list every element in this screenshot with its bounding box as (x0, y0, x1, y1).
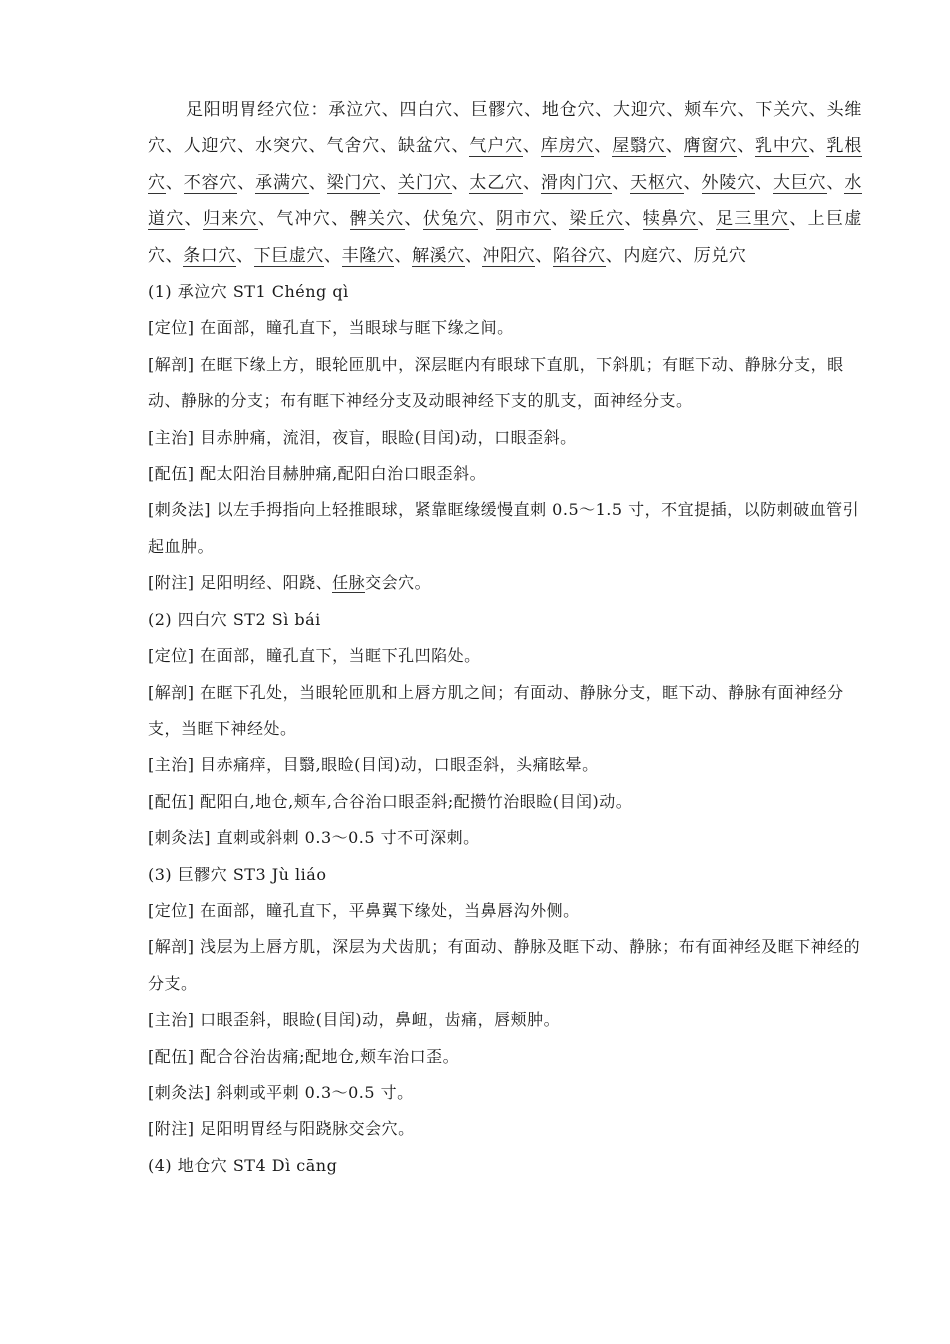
acupoint-link: 条口穴 (183, 245, 237, 266)
entry-text: 浅层为上唇方肌，深层为犬齿肌；有面动、静脉及眶下动、静脉；布有面神经及眶下神经的分支。 (148, 937, 861, 993)
intro-text: 、 (612, 172, 631, 193)
entry-text: 目赤痛痒，目翳,眼睑(目闰)动，口眼歪斜，头痛眩晕。 (194, 755, 599, 775)
acupoint-link: 膺窗穴 (683, 136, 738, 157)
intro-text: 、 (755, 172, 773, 193)
intro-text: 、 (324, 245, 342, 266)
entry-line (148, 747, 862, 783)
acupoint-link: 冲阳穴 (482, 245, 536, 266)
acupoint-link: 气户穴 (469, 136, 523, 157)
acupoint-link: 犊鼻穴 (642, 209, 698, 230)
acupoint-heading (148, 602, 862, 638)
acupoint-link: 屋翳穴 (612, 136, 666, 157)
entry-line (148, 565, 862, 601)
entry-line (148, 492, 862, 565)
acupoint-link: 解溪穴 (412, 245, 465, 266)
entry-text: (4) 地仓穴 ST4 Dì cāng (148, 1155, 338, 1175)
acupoint-heading (148, 857, 862, 893)
entry-label: [配伍] (148, 791, 195, 811)
acupoint-entries (148, 274, 862, 1184)
intro-text: 、 (522, 136, 541, 157)
entry-label: [主治] (148, 1010, 195, 1030)
entry-text: 足阳明胃经与阳跷脉交会穴。 (194, 1119, 415, 1139)
acupoint-heading (148, 274, 862, 310)
acupoint-link: 伏兔穴 (422, 209, 478, 230)
entry-label: [附注] (148, 573, 195, 593)
intro-text: 、 (826, 172, 845, 193)
entry-line (148, 1039, 862, 1075)
intro-text: 、 (404, 209, 423, 230)
entry-text: 配阳白,地仓,颊车,合谷治口眼歪斜;配攒竹治眼睑(目闰)动。 (194, 791, 633, 811)
intro-text: 、 (184, 209, 203, 230)
entry-text: 目赤肿痛，流泪，夜盲，眼睑(目闰)动，口眼歪斜。 (194, 427, 577, 447)
document-page (148, 92, 862, 1184)
entry-line (148, 1111, 862, 1147)
intro-text: 、 (380, 172, 398, 193)
acupoint-link: 陷谷穴 (552, 245, 606, 266)
intro-text: 、 (451, 172, 470, 193)
entry-label: [定位] (148, 646, 195, 666)
acupoint-link: 天枢穴 (630, 172, 684, 193)
acupoint-link: 髀关穴 (349, 209, 405, 230)
acupoint-link: 不容穴 (183, 172, 238, 193)
entry-line (148, 456, 862, 492)
intro-text: 足阳明胃经穴位：承泣穴、四白穴、巨髎穴、地仓穴、大迎穴、颊车穴、下关穴、头维穴、人迎穴、水突穴、气舍穴、缺盆穴、 (148, 100, 862, 157)
entry-label: [主治] (148, 755, 195, 775)
acupoint-heading (148, 1148, 862, 1184)
entry-label: [刺灸法] (148, 500, 211, 520)
entry-line (148, 1075, 862, 1111)
acupoint-link: 足三里穴 (716, 209, 790, 230)
entry-label: [刺灸法] (148, 828, 211, 848)
acupoint-link: 乳中穴 (755, 136, 809, 157)
underlined-term: 任脉 (332, 573, 366, 593)
intro-paragraph (148, 92, 862, 274)
entry-line (148, 929, 862, 1002)
entry-text-tail: 交会穴。 (365, 573, 432, 593)
intro-text: 、 (477, 209, 497, 230)
intro-text: 、上巨虚穴、 (148, 209, 862, 266)
intro-text: 、 (464, 245, 483, 266)
entry-label: [解剖] (148, 682, 195, 702)
acupoint-link: 外陵穴 (701, 172, 756, 193)
entry-text: 在眶下缘上方，眼轮匝肌中，深层眶内有眼球下直肌，下斜肌；有眶下动、静脉分支，眼动、静脉的分支；布有眶下神经分支及动眼神经下支的肌支，面神经分支。 (148, 354, 844, 411)
acupoint-link: 库房穴 (540, 136, 595, 157)
entry-text: 配太阳治目赫肿痛,配阳白治口眼歪斜。 (194, 464, 487, 484)
intro-text: 、 (236, 245, 254, 266)
entry-text: (2) 四白穴 ST2 Sì bái (148, 609, 321, 629)
entry-text: 斜刺或平刺 0.3～0.5 寸。 (211, 1082, 414, 1102)
intro-text: 、 (237, 172, 256, 193)
entry-text: 以左手拇指向上轻推眼球，紧靠眶缘缓慢直刺 0.5～1.5 寸，不宜提插，以防刺破血管引起血肿。 (148, 500, 860, 556)
acupoint-link: 梁丘穴 (569, 209, 625, 230)
entry-text: 足阳明经、阳跷、 (194, 573, 333, 593)
acupoint-link: 丰隆穴 (341, 245, 395, 266)
acupoint-link: 关门穴 (397, 172, 452, 193)
intro-text: 、 (808, 136, 827, 157)
intro-text: 、 (697, 209, 717, 230)
intro-text: 、气冲穴、 (257, 209, 350, 230)
entry-line (148, 1002, 862, 1038)
acupoint-link: 水道穴 (148, 172, 862, 230)
entry-label: [定位] (148, 318, 195, 338)
acupoint-link: 阴市穴 (496, 209, 552, 230)
entry-line (148, 638, 862, 674)
entry-label: [配伍] (148, 1046, 195, 1066)
intro-text: 、 (594, 136, 613, 157)
intro-text: 、 (551, 209, 570, 230)
entry-text: 在面部，瞳孔直下，平鼻翼下缘处，当鼻唇沟外侧。 (194, 900, 580, 920)
entry-text: (3) 巨髎穴 ST3 Jù liáo (148, 864, 327, 884)
intro-text: 、 (308, 172, 327, 193)
entry-label: [解剖] (148, 354, 195, 374)
entry-label: [刺灸法] (148, 1082, 211, 1102)
entry-text: 直刺或斜刺 0.3～0.5 寸不可深刺。 (211, 828, 480, 848)
acupoint-link: 归来穴 (202, 209, 258, 230)
intro-text: 、 (535, 245, 553, 266)
entry-text: (1) 承泣穴 ST1 Chéng qì (148, 282, 349, 302)
acupoint-link: 下巨虚穴 (253, 245, 325, 266)
entry-label: [定位] (148, 900, 195, 920)
intro-text: 、 (624, 209, 643, 230)
intro-text: 、 (165, 172, 184, 193)
intro-text: 、 (683, 172, 702, 193)
intro-text: 、内庭穴、厉兑穴 (605, 245, 747, 266)
acupoint-link: 乳根穴 (148, 136, 862, 193)
entry-line (148, 675, 862, 748)
entry-line (148, 310, 862, 346)
intro-text: 、 (737, 136, 756, 157)
acupoint-link: 大巨穴 (772, 172, 827, 193)
acupoint-link: 梁门穴 (326, 172, 381, 193)
intro-text: 、 (665, 136, 684, 157)
entry-line (148, 820, 862, 856)
entry-line (148, 784, 862, 820)
entry-text: 在面部，瞳孔直下，当眼球与眶下缘之间。 (194, 318, 514, 338)
acupoint-link: 太乙穴 (469, 172, 523, 193)
entry-text: 配合谷治齿痛;配地仓,颊车治口歪。 (194, 1046, 460, 1066)
acupoint-link: 承满穴 (255, 172, 309, 193)
intro-text: 、 (522, 172, 541, 193)
entry-line (148, 893, 862, 929)
entry-text: 口眼歪斜，眼睑(目闰)动，鼻衄，齿痛，唇颊肿。 (194, 1010, 561, 1030)
intro-text: 、 (394, 245, 413, 266)
entry-label: [主治] (148, 427, 195, 447)
entry-text: 在眶下孔处，当眼轮匝肌和上唇方肌之间；有面动、静脉分支，眶下动、静脉有面神经分支，当眶下神经处。 (148, 682, 844, 738)
entry-text: 在面部，瞳孔直下，当眶下孔凹陷处。 (194, 646, 481, 666)
entry-line (148, 347, 862, 420)
acupoint-link: 滑肉门穴 (540, 172, 613, 193)
entry-label: [解剖] (148, 937, 195, 957)
entry-label: [附注] (148, 1119, 195, 1139)
entry-label: [配伍] (148, 464, 195, 484)
entry-line (148, 420, 862, 456)
